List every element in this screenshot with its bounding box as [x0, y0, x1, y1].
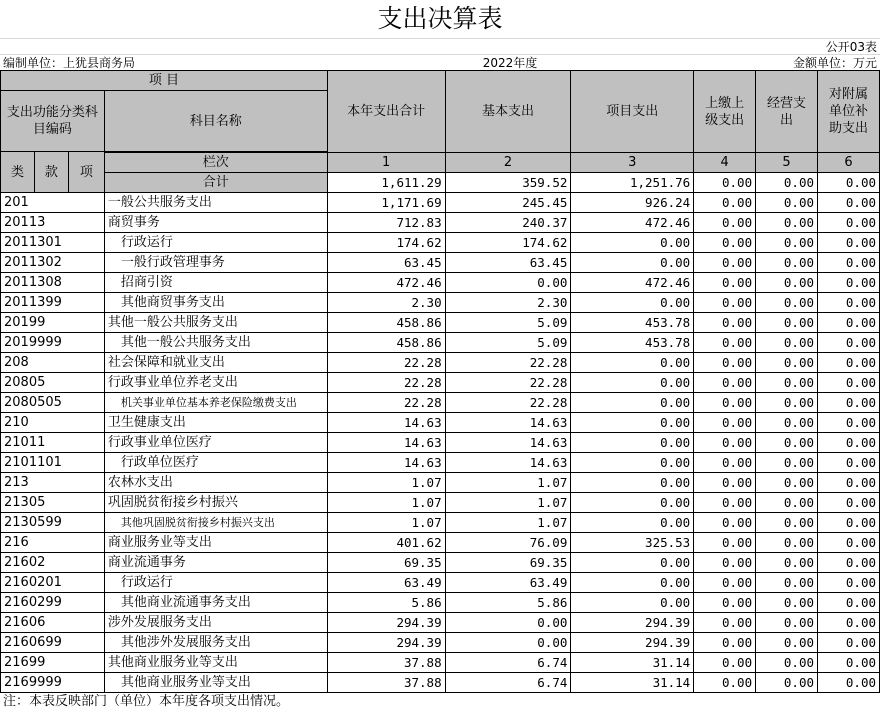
- amount-cell: 22.28: [327, 353, 445, 373]
- amount-cell: 0.00: [694, 613, 756, 633]
- subject-code-cell: 2019999: [1, 333, 105, 353]
- amount-cell: 174.62: [327, 233, 445, 253]
- amount-cell: 0.00: [818, 393, 880, 413]
- total-cell: 359.52: [445, 173, 571, 193]
- subject-code-cell: 216: [1, 533, 105, 553]
- amount-cell: 0.00: [818, 573, 880, 593]
- subject-name-cell: 其他商贸事务支出: [104, 293, 327, 313]
- amount-unit: 金额单位：万元: [792, 56, 877, 70]
- table-row: [1, 473, 880, 493]
- table-row: [1, 453, 880, 473]
- subject-name-cell: 其他涉外发展服务支出: [104, 633, 327, 653]
- amount-cell: 926.24: [571, 193, 694, 213]
- amount-cell: 2.30: [327, 293, 445, 313]
- amount-cell: 0.00: [818, 453, 880, 473]
- table-row: [1, 513, 880, 533]
- subject-name-cell: 招商引资: [104, 273, 327, 293]
- amount-cell: 0.00: [445, 273, 571, 293]
- amount-cell: 0.00: [818, 193, 880, 213]
- subject-name-cell: 社会保障和就业支出: [104, 353, 327, 373]
- page-title: 支出决算表: [377, 4, 503, 33]
- subject-name-cell: 商业服务业等支出: [104, 533, 327, 553]
- amount-cell: 63.49: [327, 573, 445, 593]
- amount-cell: 294.39: [571, 633, 694, 653]
- subject-code-cell: 2160699: [1, 633, 105, 653]
- amount-cell: 0.00: [571, 433, 694, 453]
- table-row: [1, 433, 880, 453]
- amount-cell: 0.00: [756, 513, 818, 533]
- total-cell: 0.00: [818, 173, 880, 193]
- amount-cell: 245.45: [445, 193, 571, 213]
- amount-cell: 458.86: [327, 333, 445, 353]
- amount-cell: 31.14: [571, 673, 694, 693]
- amount-cell: 0.00: [694, 193, 756, 213]
- amount-cell: 240.37: [445, 213, 571, 233]
- amount-cell: 0.00: [818, 593, 880, 613]
- subject-name-cell: 其他巩固脱贫衔接乡村振兴支出: [104, 513, 327, 533]
- amount-cell: 0.00: [818, 433, 880, 453]
- amount-cell: 14.63: [445, 453, 571, 473]
- amount-cell: 76.09: [445, 533, 571, 553]
- amount-cell: 0.00: [571, 593, 694, 613]
- amount-cell: 0.00: [818, 473, 880, 493]
- amount-cell: 22.28: [445, 353, 571, 373]
- amount-cell: 1.07: [445, 513, 571, 533]
- table-row: [1, 413, 880, 433]
- total-cell: 0.00: [694, 173, 756, 193]
- amount-cell: 0.00: [818, 673, 880, 693]
- amount-cell: 22.28: [327, 373, 445, 393]
- amount-cell: 0.00: [571, 453, 694, 473]
- subject-name-cell: 其他商业服务业等支出: [104, 673, 327, 693]
- amount-cell: 0.00: [571, 553, 694, 573]
- amount-cell: 0.00: [756, 313, 818, 333]
- subject-name-cell: 行政单位医疗: [104, 453, 327, 473]
- table-row: [1, 393, 880, 413]
- total-cell: 1,611.29: [327, 173, 445, 193]
- amount-cell: 5.86: [445, 593, 571, 613]
- amount-cell: 0.00: [694, 633, 756, 653]
- table-row: [1, 233, 880, 253]
- table-row: [1, 213, 880, 233]
- col-upper-header: 上缴上级支出: [694, 71, 756, 153]
- subject-code-cell: 208: [1, 353, 105, 373]
- subject-code-cell: 2169999: [1, 673, 105, 693]
- amount-cell: 5.86: [327, 593, 445, 613]
- amount-cell: 0.00: [694, 513, 756, 533]
- amount-cell: 458.86: [327, 313, 445, 333]
- amount-cell: 5.09: [445, 333, 571, 353]
- amount-cell: 0.00: [694, 453, 756, 473]
- subject-code-cell: 21699: [1, 653, 105, 673]
- item-header: 项 目: [1, 71, 328, 91]
- col-project-header: 项目支出: [571, 71, 694, 153]
- subject-name-cell: 机关事业单位基本养老保险缴费支出: [104, 393, 327, 413]
- amount-cell: 0.00: [571, 473, 694, 493]
- amount-cell: 0.00: [818, 493, 880, 513]
- amount-cell: 453.78: [571, 313, 694, 333]
- amount-cell: 0.00: [694, 293, 756, 313]
- amount-cell: 0.00: [445, 633, 571, 653]
- amount-cell: 0.00: [571, 493, 694, 513]
- amount-cell: 0.00: [818, 633, 880, 653]
- sheet-gridline: [0, 38, 880, 39]
- amount-cell: 0.00: [756, 493, 818, 513]
- subject-code-cell: 21606: [1, 613, 105, 633]
- table-row: [1, 633, 880, 653]
- col-subsidiary-header: 对附属单位补助支出: [818, 71, 880, 153]
- amount-cell: 0.00: [756, 473, 818, 493]
- amount-cell: 1.07: [445, 493, 571, 513]
- amount-cell: 0.00: [571, 293, 694, 313]
- subject-name-cell: 其他商业流通事务支出: [104, 593, 327, 613]
- col-num-2: 2: [445, 153, 571, 173]
- amount-cell: 0.00: [818, 413, 880, 433]
- amount-cell: 472.46: [327, 273, 445, 293]
- amount-cell: 2.30: [445, 293, 571, 313]
- amount-cell: 174.62: [445, 233, 571, 253]
- amount-cell: 69.35: [327, 553, 445, 573]
- amount-cell: 0.00: [694, 393, 756, 413]
- subject-code-cell: 20199: [1, 313, 105, 333]
- amount-cell: 0.00: [756, 673, 818, 693]
- amount-cell: 0.00: [756, 413, 818, 433]
- col-num-4: 4: [694, 153, 756, 173]
- amount-cell: 0.00: [571, 513, 694, 533]
- subject-code-cell: 213: [1, 473, 105, 493]
- amount-cell: 0.00: [818, 213, 880, 233]
- col-label-cell: 栏次: [104, 153, 327, 173]
- total-label: 合计: [104, 173, 327, 193]
- subject-name-cell: 卫生健康支出: [104, 413, 327, 433]
- amount-cell: 0.00: [756, 453, 818, 473]
- table-row: [1, 353, 880, 373]
- subject-name-header: 科目名称: [104, 91, 327, 152]
- subject-code-cell: 21011: [1, 433, 105, 453]
- subject-code-cell: 21602: [1, 553, 105, 573]
- subject-name-cell: 其他商业服务业等支出: [104, 653, 327, 673]
- subject-name-cell: 一般行政管理事务: [104, 253, 327, 273]
- amount-cell: 0.00: [818, 613, 880, 633]
- subject-code-cell: 20113: [1, 213, 105, 233]
- amount-cell: 0.00: [756, 253, 818, 273]
- amount-cell: 14.63: [327, 413, 445, 433]
- amount-cell: 0.00: [694, 553, 756, 573]
- col-num-3: 3: [571, 153, 694, 173]
- table-row: [1, 253, 880, 273]
- amount-cell: 0.00: [756, 573, 818, 593]
- amount-cell: 0.00: [756, 333, 818, 353]
- amount-cell: 0.00: [571, 233, 694, 253]
- amount-cell: 0.00: [818, 313, 880, 333]
- amount-cell: 0.00: [694, 213, 756, 233]
- amount-cell: 37.88: [327, 653, 445, 673]
- subject-code-cell: 2011308: [1, 273, 105, 293]
- subject-name-cell: 一般公共服务支出: [104, 193, 327, 213]
- amount-cell: 0.00: [818, 233, 880, 253]
- amount-cell: 0.00: [818, 293, 880, 313]
- amount-cell: 401.62: [327, 533, 445, 553]
- amount-cell: 22.28: [327, 393, 445, 413]
- amount-cell: 0.00: [694, 313, 756, 333]
- amount-cell: 0.00: [694, 333, 756, 353]
- table-row: [1, 533, 880, 553]
- table-number: 公开03表: [825, 40, 877, 54]
- subject-code-cell: 20805: [1, 373, 105, 393]
- amount-cell: 0.00: [818, 653, 880, 673]
- amount-cell: 1.07: [445, 473, 571, 493]
- table-row: [1, 273, 880, 293]
- subject-name-cell: 涉外发展服务支出: [104, 613, 327, 633]
- subject-name-cell: 行政运行: [104, 233, 327, 253]
- amount-cell: 472.46: [571, 273, 694, 293]
- subject-name-cell: 其他一般公共服务支出: [104, 313, 327, 333]
- total-cell: 1,251.76: [571, 173, 694, 193]
- amount-cell: 0.00: [571, 573, 694, 593]
- amount-cell: 0.00: [756, 593, 818, 613]
- func-code-header: 支出功能分类科目编码: [1, 91, 105, 152]
- table-row: [1, 333, 880, 353]
- amount-cell: 22.28: [445, 393, 571, 413]
- amount-cell: 294.39: [571, 613, 694, 633]
- amount-cell: 0.00: [756, 553, 818, 573]
- amount-cell: 472.46: [571, 213, 694, 233]
- amount-cell: 37.88: [327, 673, 445, 693]
- amount-cell: 0.00: [571, 393, 694, 413]
- subject-name-cell: 行政事业单位医疗: [104, 433, 327, 453]
- subject-name-cell: 行政运行: [104, 573, 327, 593]
- subject-name-cell: 巩固脱贫衔接乡村振兴: [104, 493, 327, 513]
- subject-code-cell: 2011302: [1, 253, 105, 273]
- amount-cell: 712.83: [327, 213, 445, 233]
- subject-code-cell: 201: [1, 193, 105, 213]
- subject-code-cell: 2080505: [1, 393, 105, 413]
- subject-code-cell: 21305: [1, 493, 105, 513]
- amount-cell: 0.00: [694, 253, 756, 273]
- amount-cell: 0.00: [694, 273, 756, 293]
- amount-cell: 0.00: [818, 253, 880, 273]
- amount-cell: 325.53: [571, 533, 694, 553]
- subject-code-cell: 2101101: [1, 453, 105, 473]
- xiang-header: 项: [68, 152, 104, 193]
- amount-cell: 0.00: [756, 633, 818, 653]
- column-number-row: [1, 153, 880, 173]
- amount-cell: 0.00: [694, 473, 756, 493]
- amount-cell: 0.00: [756, 233, 818, 253]
- amount-cell: 453.78: [571, 333, 694, 353]
- col-num-6: 6: [818, 153, 880, 173]
- amount-cell: 14.63: [445, 413, 571, 433]
- amount-cell: 6.74: [445, 653, 571, 673]
- subject-code-cell: 2160201: [1, 573, 105, 593]
- amount-cell: 63.45: [327, 253, 445, 273]
- amount-cell: 0.00: [694, 533, 756, 553]
- col-total-header: 本年支出合计: [327, 71, 445, 153]
- subject-name-cell: 其他一般公共服务支出: [104, 333, 327, 353]
- amount-cell: 6.74: [445, 673, 571, 693]
- amount-cell: 0.00: [818, 273, 880, 293]
- table-row: [1, 553, 880, 573]
- table-row: [1, 493, 880, 513]
- amount-cell: 294.39: [327, 613, 445, 633]
- subject-code-cell: 2130599: [1, 513, 105, 533]
- col-num-1: 1: [327, 153, 445, 173]
- amount-cell: 0.00: [571, 253, 694, 273]
- table-row: [1, 573, 880, 593]
- amount-cell: 0.00: [818, 353, 880, 373]
- kuan-header: 款: [34, 152, 68, 193]
- amount-cell: 0.00: [756, 393, 818, 413]
- amount-cell: 0.00: [756, 433, 818, 453]
- subject-name-cell: 商贸事务: [104, 213, 327, 233]
- amount-cell: 0.00: [571, 413, 694, 433]
- amount-cell: 0.00: [694, 413, 756, 433]
- amount-cell: 0.00: [694, 653, 756, 673]
- amount-cell: 0.00: [756, 193, 818, 213]
- amount-cell: 0.00: [694, 433, 756, 453]
- amount-cell: 1.07: [327, 473, 445, 493]
- amount-cell: 0.00: [818, 373, 880, 393]
- amount-cell: 1,171.69: [327, 193, 445, 213]
- amount-cell: 0.00: [756, 653, 818, 673]
- subject-code-cell: 2160299: [1, 593, 105, 613]
- fiscal-year: 2022年度: [482, 56, 538, 70]
- subject-name-cell: 农林水支出: [104, 473, 327, 493]
- amount-cell: 0.00: [756, 213, 818, 233]
- subject-name-cell: 行政事业单位养老支出: [104, 373, 327, 393]
- amount-cell: 0.00: [818, 513, 880, 533]
- amount-cell: 0.00: [694, 573, 756, 593]
- amount-cell: 0.00: [818, 553, 880, 573]
- amount-cell: 0.00: [756, 273, 818, 293]
- amount-cell: 0.00: [694, 593, 756, 613]
- subject-name-cell: 商业流通事务: [104, 553, 327, 573]
- amount-cell: 1.07: [327, 513, 445, 533]
- total-row: [1, 173, 880, 193]
- amount-cell: 14.63: [327, 433, 445, 453]
- table-note: 注：本表反映部门（单位）本年度各项支出情况。: [3, 694, 290, 709]
- amount-cell: 0.00: [756, 293, 818, 313]
- amount-cell: 0.00: [571, 373, 694, 393]
- table-row: [1, 373, 880, 393]
- compiling-unit: 编制单位：上犹县商务局: [3, 56, 136, 70]
- amount-cell: 0.00: [445, 613, 571, 633]
- expenditure-table: [0, 70, 880, 693]
- subject-code-cell: 210: [1, 413, 105, 433]
- amount-cell: 14.63: [327, 453, 445, 473]
- table-row: [1, 293, 880, 313]
- amount-cell: 14.63: [445, 433, 571, 453]
- col-business-header: 经营支出: [756, 71, 818, 153]
- total-cell: 0.00: [756, 173, 818, 193]
- amount-cell: 31.14: [571, 653, 694, 673]
- table-row: [1, 613, 880, 633]
- col-num-5: 5: [756, 153, 818, 173]
- table-row: [1, 673, 880, 693]
- table-row: [1, 593, 880, 613]
- amount-cell: 0.00: [694, 673, 756, 693]
- amount-cell: 0.00: [756, 533, 818, 553]
- amount-cell: 5.09: [445, 313, 571, 333]
- amount-cell: 63.49: [445, 573, 571, 593]
- amount-cell: 1.07: [327, 493, 445, 513]
- amount-cell: 0.00: [818, 533, 880, 553]
- col-basic-header: 基本支出: [445, 71, 571, 153]
- amount-cell: 0.00: [756, 353, 818, 373]
- subject-code-cell: 2011301: [1, 233, 105, 253]
- amount-cell: 0.00: [818, 333, 880, 353]
- table-row: [1, 193, 880, 213]
- table-row: [1, 313, 880, 333]
- lei-header: 类: [1, 152, 35, 193]
- amount-cell: 0.00: [694, 353, 756, 373]
- amount-cell: 63.45: [445, 253, 571, 273]
- amount-cell: 0.00: [694, 373, 756, 393]
- amount-cell: 69.35: [445, 553, 571, 573]
- subject-code-cell: 2011399: [1, 293, 105, 313]
- amount-cell: 22.28: [445, 373, 571, 393]
- amount-cell: 0.00: [756, 373, 818, 393]
- amount-cell: 0.00: [756, 613, 818, 633]
- table-row: [1, 653, 880, 673]
- header-row-1: [1, 71, 880, 91]
- amount-cell: 0.00: [571, 353, 694, 373]
- amount-cell: 0.00: [694, 493, 756, 513]
- amount-cell: 294.39: [327, 633, 445, 653]
- amount-cell: 0.00: [694, 233, 756, 253]
